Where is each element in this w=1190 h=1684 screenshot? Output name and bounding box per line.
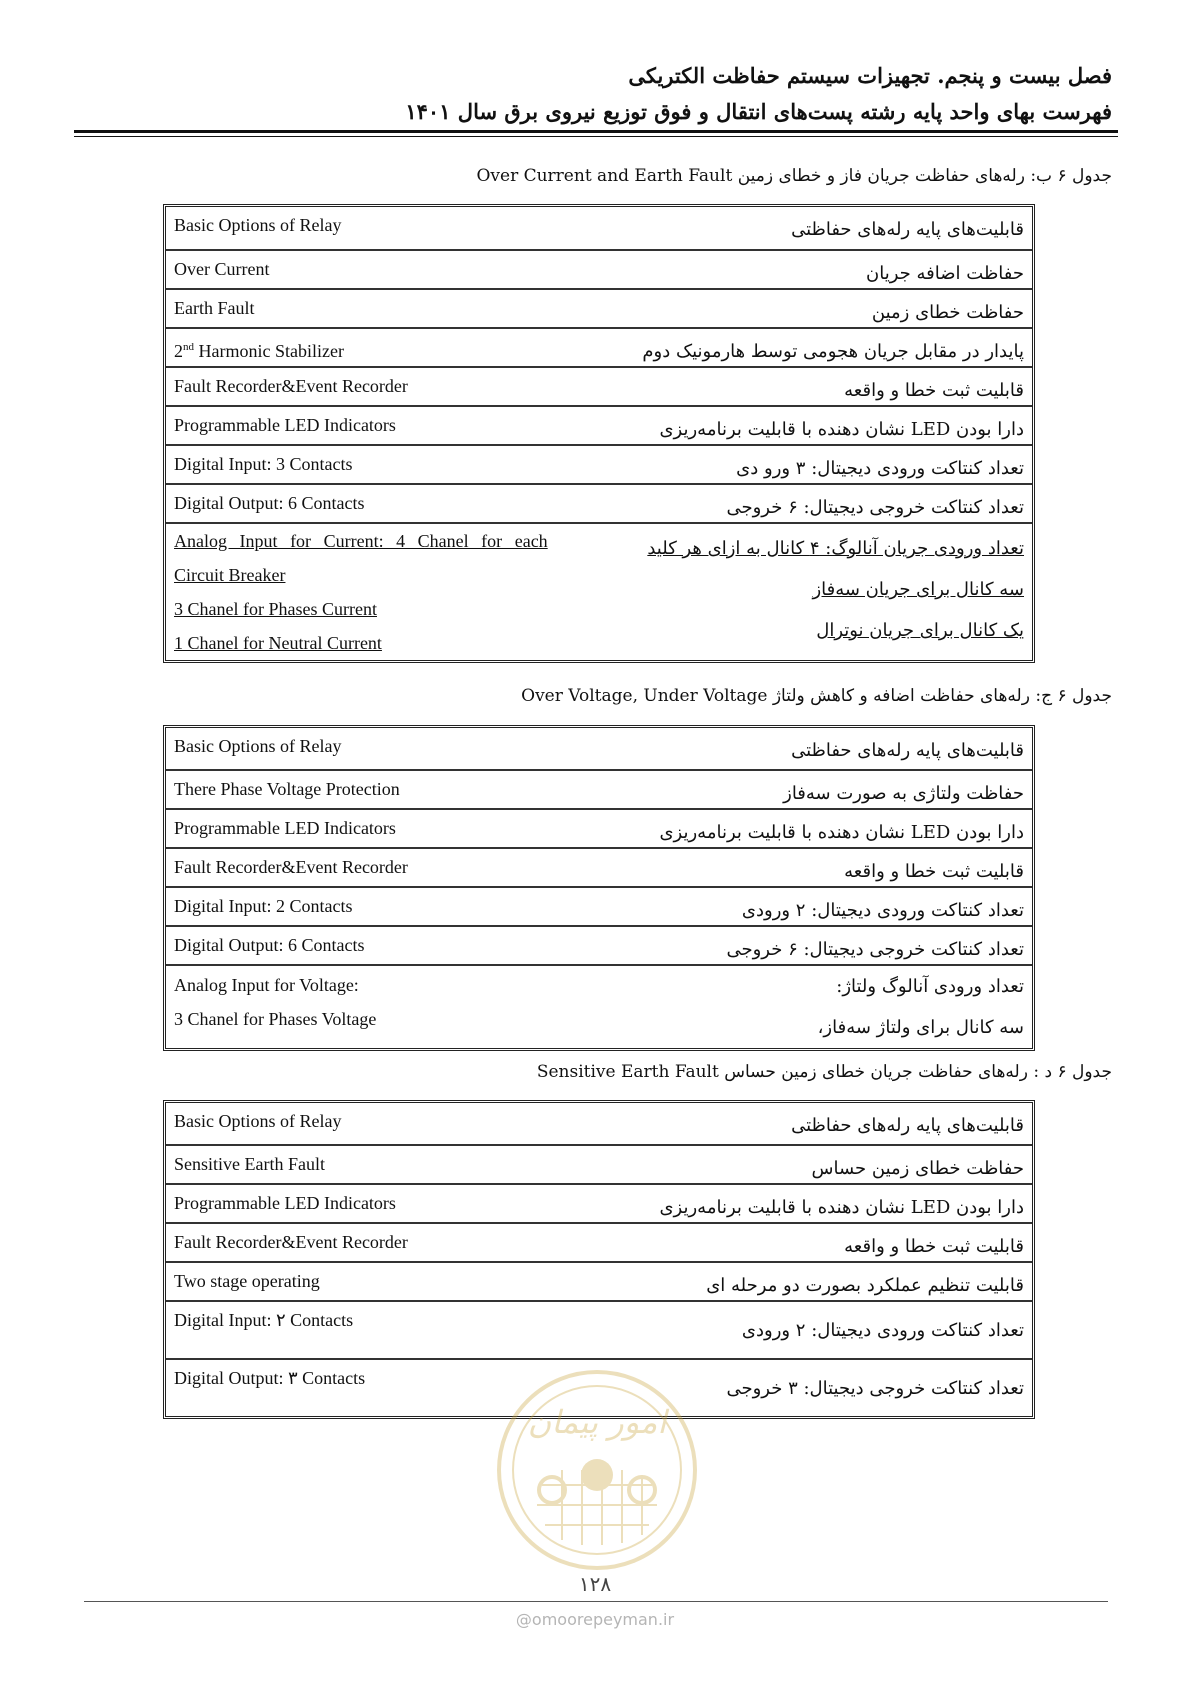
cell-fa: تعداد کنتاکت خروجی دیجیتال: ۶ خروجی — [556, 925, 1032, 964]
cell-fa: قابلیت ثبت خطا و واقعه — [556, 847, 1032, 886]
table-row — [166, 405, 1032, 444]
cell-fa: حفاظت خطای زمین حساس — [556, 1144, 1032, 1183]
cell-fa: تعداد کنتاکت ورودی دیجیتال: ۲ ورودی — [556, 886, 1032, 925]
line: 3 Chanel for Phases Current — [174, 599, 377, 619]
chapter-title: فصل بیست و پنجم. تجهیزات سیستم حفاظت الکتریکی — [628, 63, 1112, 88]
cell-en: Basic Options of Relay — [174, 1111, 342, 1131]
cell-en: Digital Input: 2 Contacts — [166, 886, 556, 925]
cell-fa: حفاظت ولتاژی به صورت سه‌فاز — [556, 769, 1032, 808]
cell-en: Sensitive Earth Fault — [166, 1144, 556, 1183]
watermark-logo-text: امور پیمان — [527, 1403, 667, 1441]
cell-en: Earth Fault — [166, 288, 556, 327]
cell-en: Basic Options of Relay — [174, 215, 342, 235]
caption-en: Over Current and Earth Fault — [476, 166, 733, 186]
caption-fa: جدول ۶ ج: رله‌های حفاظت اضافه و کاهش ولتاژ — [772, 686, 1112, 706]
page-number: ۱۲۸ — [578, 1572, 612, 1596]
table-6c — [163, 725, 1035, 1051]
table-6b-caption — [476, 166, 1112, 186]
table-row — [166, 1261, 1032, 1300]
cell-fa: تعداد کنتاکت ورودی دیجیتال: ۲ ورودی — [556, 1300, 1032, 1358]
cell-fa: دارا بودن LED نشان دهنده با قابلیت برنامه‌ریزی — [556, 1183, 1032, 1222]
table-6c-caption — [521, 686, 1112, 706]
cell-fa: تعداد کنتاکت خروجی دیجیتال: ۳ خروجی — [556, 1358, 1032, 1416]
table-row — [166, 327, 1032, 366]
table-row — [166, 769, 1032, 808]
line: Analog Input for Current: 4 Chanel for each — [174, 531, 548, 551]
table-row — [166, 1222, 1032, 1261]
table-row — [166, 1300, 1032, 1358]
cell-en: Fault Recorder&Event Recorder — [166, 1222, 556, 1261]
table-row — [166, 207, 1032, 249]
table-row — [166, 925, 1032, 964]
cell-en-multiline — [166, 964, 556, 1048]
cell-en: Digital Output: 6 Contacts — [166, 483, 556, 522]
table-row — [166, 483, 1032, 522]
table-row — [166, 964, 1032, 1048]
table-row — [166, 366, 1032, 405]
line: 3 Chanel for Phases Voltage — [174, 1009, 377, 1029]
cell-en: Digital Input: 3 Contacts — [166, 444, 556, 483]
cell-en: Programmable LED Indicators — [166, 1183, 556, 1222]
table-row — [166, 444, 1032, 483]
cell-fa: پایدار در مقابل جریان هجومی توسط هارمونیک دوم — [556, 327, 1032, 366]
cell-fa: قابلیت‌های پایه رله‌های حفاظتی — [791, 740, 1024, 761]
table-row — [166, 886, 1032, 925]
line: تعداد ورودی آنالوگ ولتاژ: — [836, 976, 1024, 997]
caption-en: Over Voltage, Under Voltage — [521, 686, 768, 706]
header-rule-thick — [74, 130, 1118, 133]
cell-en: 2nd Harmonic Stabilizer — [166, 327, 556, 366]
line: Analog Input for Voltage: — [174, 975, 359, 995]
cell-fa: حفاظت اضافه جریان — [556, 249, 1032, 288]
cell-en: Programmable LED Indicators — [166, 405, 556, 444]
table-row — [166, 1103, 1032, 1144]
table-row — [166, 808, 1032, 847]
caption-en: Sensitive Earth Fault — [536, 1062, 719, 1082]
cell-fa-multiline — [556, 522, 1032, 660]
cell-fa: حفاظت خطای زمین — [556, 288, 1032, 327]
cell-en-multiline — [166, 522, 556, 660]
cell-fa: قابلیت ثبت خطا و واقعه — [556, 366, 1032, 405]
line: Circuit Breaker — [174, 565, 286, 585]
line: یک کانال برای جریان نوترال — [816, 620, 1024, 641]
line: سه کانال برای جریان سه‌فاز — [812, 579, 1024, 600]
header-rule-thin — [74, 136, 1118, 137]
cell-en: Programmable LED Indicators — [166, 808, 556, 847]
cell-en: Digital Output: ۳ Contacts — [166, 1358, 556, 1416]
cell-en: Over Current — [166, 249, 556, 288]
cell-en: Fault Recorder&Event Recorder — [166, 847, 556, 886]
cell-fa: دارا بودن LED نشان دهنده با قابلیت برنامه‌ریزی — [556, 808, 1032, 847]
table-row — [166, 1144, 1032, 1183]
watermark-logo-icon — [487, 1365, 707, 1575]
line: تعداد ورودی جریان آنالوگ: ۴ کانال به ازای هر کلید — [647, 538, 1024, 559]
line: سه کانال برای ولتاژ سه‌فاز، — [817, 1017, 1024, 1038]
line: 1 Chanel for Neutral Current — [174, 633, 382, 653]
cell-en: Fault Recorder&Event Recorder — [166, 366, 556, 405]
caption-fa: جدول ۶ ب: رله‌های حفاظت جریان فاز و خطای زمین — [737, 166, 1112, 186]
table-row — [166, 847, 1032, 886]
cell-fa: تعداد کنتاکت خروجی دیجیتال: ۶ خروجی — [556, 483, 1032, 522]
table-row — [166, 249, 1032, 288]
table-row — [166, 522, 1032, 660]
cell-fa: قابلیت‌های پایه رله‌های حفاظتی — [791, 219, 1024, 240]
caption-fa: جدول ۶ د : رله‌های حفاظت جریان خطای زمین حساس — [724, 1062, 1112, 1082]
table-row — [166, 728, 1032, 769]
table-6b — [163, 204, 1035, 663]
cell-fa: دارا بودن LED نشان دهنده با قابلیت برنامه‌ریزی — [556, 405, 1032, 444]
table-row — [166, 1183, 1032, 1222]
cell-fa: قابلیت تنظیم عملکرد بصورت دو مرحله ای — [556, 1261, 1032, 1300]
cell-en: Two stage operating — [166, 1261, 556, 1300]
document-title: فهرست بهای واحد پایه رشته پست‌های انتقال و فوق توزیع نیروی برق سال ۱۴۰۱ — [405, 99, 1112, 124]
cell-fa-multiline — [556, 964, 1032, 1048]
table-row — [166, 288, 1032, 327]
footer-rule — [84, 1601, 1108, 1602]
cell-en: There Phase Voltage Protection — [166, 769, 556, 808]
cell-fa: قابلیت‌های پایه رله‌های حفاظتی — [791, 1115, 1024, 1136]
cell-en: Digital Input: ۲ Contacts — [166, 1300, 556, 1358]
cell-fa: قابلیت ثبت خطا و واقعه — [556, 1222, 1032, 1261]
watermark-url: @omoorepeyman.ir — [515, 1610, 675, 1629]
cell-en: Basic Options of Relay — [174, 736, 342, 756]
page-header — [405, 58, 1112, 130]
cell-en: Digital Output: 6 Contacts — [166, 925, 556, 964]
table-6d-caption — [537, 1062, 1112, 1082]
cell-fa: تعداد کنتاکت ورودی دیجیتال: ۳ ورو دی — [556, 444, 1032, 483]
